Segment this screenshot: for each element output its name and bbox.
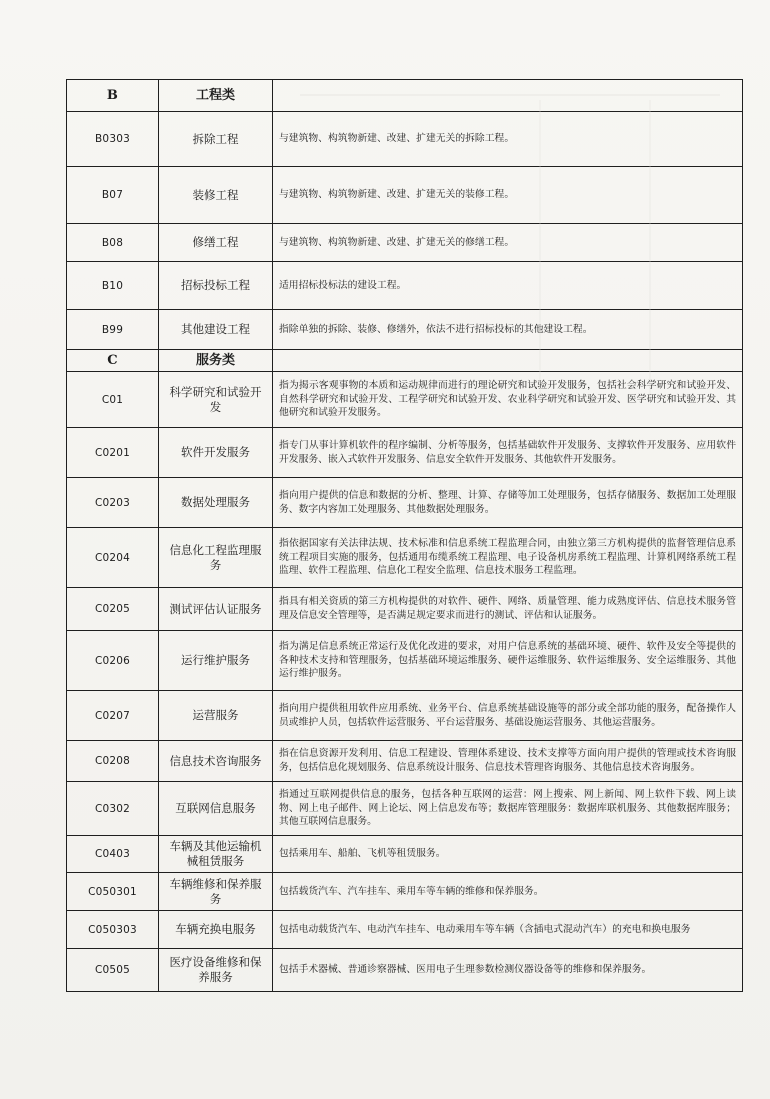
item-name: 拆除工程	[159, 112, 273, 167]
item-code: C050301	[67, 873, 159, 911]
item-description: 指在信息资源开发利用、信息工程建设、管理体系建设、技术支撑等方面向用户提供的管理或技术咨询服务，包括信息化规划服务、信息系统设计服务、信息技术管理咨询服务、其他信息技术咨询服务。	[273, 741, 743, 782]
item-name: 医疗设备维修和保养服务	[159, 949, 273, 992]
item-description: 指依据国家有关法律法规、技术标准和信息系统工程监理合同，由独立第三方机构提供的监督管理信息系统工程项目实施的服务，包括通用布缆系统工程监理、电子设备机房系统工程监理、计算机网络系统工程监理、软件工程监理、信息化工程安全监理、信息技术服务工程监理。	[273, 528, 743, 588]
item-description: 指通过互联网提供信息的服务，包括各种互联网的运营：网上搜索、网上新闻、网上软件下载、网上读物、网上电子邮件、网上论坛、网上信息发布等；数据库管理服务：数据库联机服务、其他数据库服务；其他互联网信息服务。	[273, 782, 743, 836]
item-code: C0201	[67, 428, 159, 478]
table-row	[67, 167, 743, 224]
item-description: 包括手术器械、普通诊察器械、医用电子生理参数检测仪器设备等的维修和保养服务。	[273, 949, 743, 992]
item-name: 修缮工程	[159, 224, 273, 262]
item-description: 指向用户提供租用软件应用系统、业务平台、信息系统基础设施等的部分或全部功能的服务，配备操作人员或维护人员，包括软件运营服务、平台运营服务、基础设施运营服务、其他运营服务。	[273, 691, 743, 741]
table-row	[67, 372, 743, 428]
item-description: 适用招标投标法的建设工程。	[273, 262, 743, 310]
item-name: 装修工程	[159, 167, 273, 224]
item-name: 运营服务	[159, 691, 273, 741]
item-name: 车辆及其他运输机械租赁服务	[159, 836, 273, 873]
table-row	[67, 262, 743, 310]
item-code: C0403	[67, 836, 159, 873]
item-code: C0204	[67, 528, 159, 588]
table-row	[67, 588, 743, 631]
table-row	[67, 112, 743, 167]
item-code: C0505	[67, 949, 159, 992]
section-title: 服务类	[159, 350, 273, 372]
item-name: 运行维护服务	[159, 631, 273, 691]
item-code: C0207	[67, 691, 159, 741]
item-description: 指为满足信息系统正常运行及优化改进的要求，对用户信息系统的基础环境、硬件、软件及安全等提供的各种技术支持和管理服务，包括基础环境运维服务、硬件运维服务、软件运维服务、安全运维服务、其他运行维护服务。	[273, 631, 743, 691]
item-name: 科学研究和试验开发	[159, 372, 273, 428]
item-code: C0205	[67, 588, 159, 631]
item-code: B10	[67, 262, 159, 310]
procurement-catalog-table	[66, 79, 743, 992]
table-row	[67, 949, 743, 992]
item-name: 招标投标工程	[159, 262, 273, 310]
table-row	[67, 631, 743, 691]
table-row	[67, 873, 743, 911]
item-description: 与建筑物、构筑物新建、改建、扩建无关的修缮工程。	[273, 224, 743, 262]
section-desc-empty	[273, 80, 743, 112]
item-description: 指除单独的拆除、装修、修缮外，依法不进行招标投标的其他建设工程。	[273, 310, 743, 350]
table-row	[67, 782, 743, 836]
table-row	[67, 310, 743, 350]
item-code: B99	[67, 310, 159, 350]
table-row	[67, 478, 743, 528]
item-name: 信息化工程监理服务	[159, 528, 273, 588]
item-code: B0303	[67, 112, 159, 167]
item-name: 其他建设工程	[159, 310, 273, 350]
section-header-row	[67, 80, 743, 112]
item-description: 包括电动载货汽车、电动汽车挂车、电动乘用车等车辆（含插电式混动汽车）的充电和换电服务	[273, 911, 743, 949]
table-row	[67, 428, 743, 478]
item-name: 互联网信息服务	[159, 782, 273, 836]
item-code: C0203	[67, 478, 159, 528]
item-description: 指向用户提供的信息和数据的分析、整理、计算、存储等加工处理服务，包括存储服务、数据加工处理服务、数字内容加工处理服务、其他数据处理服务。	[273, 478, 743, 528]
section-code: C	[67, 350, 159, 372]
section-desc-empty	[273, 350, 743, 372]
table-row	[67, 691, 743, 741]
table-row	[67, 528, 743, 588]
item-code: C0208	[67, 741, 159, 782]
table-row	[67, 741, 743, 782]
item-name: 车辆维修和保养服务	[159, 873, 273, 911]
section-header-row	[67, 350, 743, 372]
item-code: B08	[67, 224, 159, 262]
item-description: 指为揭示客观事物的本质和运动规律而进行的理论研究和试验开发服务，包括社会科学研究和试验开发、自然科学研究和试验开发、工程学研究和试验开发、农业科学研究和试验开发、医学研究和试验开发、其他研究和试验开发服务。	[273, 372, 743, 428]
item-code: C0206	[67, 631, 159, 691]
item-description: 包括载货汽车、汽车挂车、乘用车等车辆的维修和保养服务。	[273, 873, 743, 911]
section-title: 工程类	[159, 80, 273, 112]
item-name: 车辆充换电服务	[159, 911, 273, 949]
table-row	[67, 224, 743, 262]
item-code: C01	[67, 372, 159, 428]
table-row	[67, 836, 743, 873]
item-code: B07	[67, 167, 159, 224]
item-code: C0302	[67, 782, 159, 836]
item-description: 指具有相关资质的第三方机构提供的对软件、硬件、网络、质量管理、能力成熟度评估、信息技术服务管理及信息安全管理等，是否满足规定要求而进行的测试、评估和认证服务。	[273, 588, 743, 631]
item-description: 与建筑物、构筑物新建、改建、扩建无关的装修工程。	[273, 167, 743, 224]
section-code: B	[67, 80, 159, 112]
table-row	[67, 911, 743, 949]
item-code: C050303	[67, 911, 159, 949]
item-name: 数据处理服务	[159, 478, 273, 528]
item-description: 指专门从事计算机软件的程序编制、分析等服务，包括基础软件开发服务、支撑软件开发服务、应用软件开发服务、嵌入式软件开发服务、信息安全软件开发服务、其他软件开发服务。	[273, 428, 743, 478]
item-name: 软件开发服务	[159, 428, 273, 478]
item-description: 与建筑物、构筑物新建、改建、扩建无关的拆除工程。	[273, 112, 743, 167]
item-name: 测试评估认证服务	[159, 588, 273, 631]
item-description: 包括乘用车、船舶、飞机等租赁服务。	[273, 836, 743, 873]
item-name: 信息技术咨询服务	[159, 741, 273, 782]
